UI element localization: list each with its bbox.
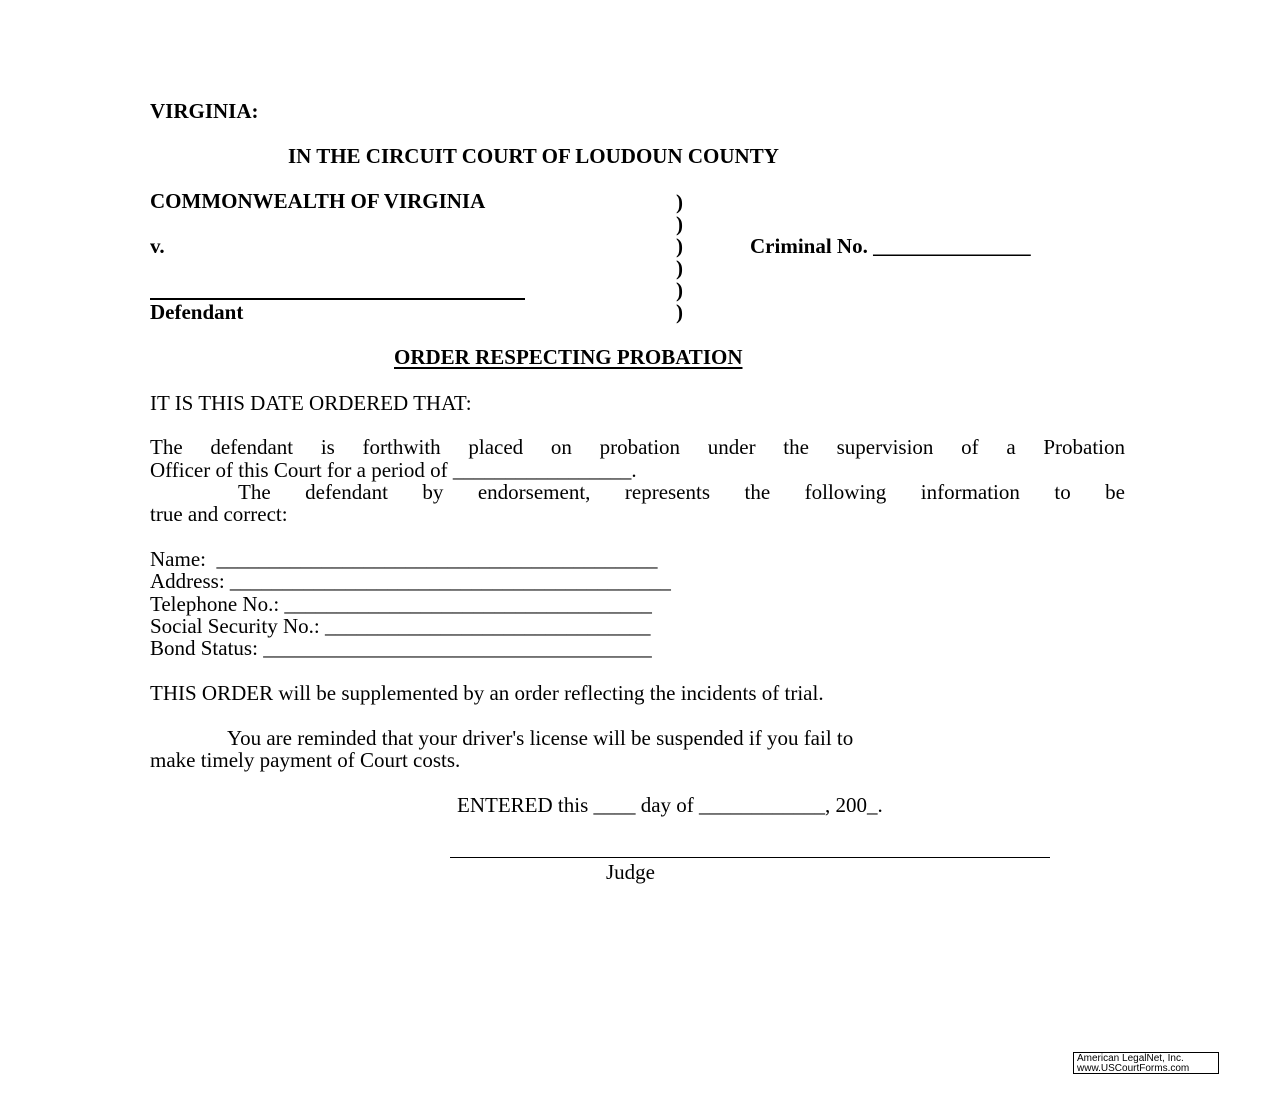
ordered-line: IT IS THIS DATE ORDERED THAT: — [150, 391, 472, 415]
publisher-footer — [1073, 1052, 1219, 1074]
plaintiff-name: COMMONWEALTH OF VIRGINIA — [150, 189, 486, 213]
publisher-url: www.USCourtForms.com — [1077, 1063, 1190, 1074]
caption-paren: ) — [676, 300, 683, 324]
field-social-security — [150, 614, 650, 638]
probation-paragraph-line-1: The defendant is forthwith placed on probation under the supervision of a Probation — [150, 435, 1125, 459]
field-blank: __________________________________________ — [229, 569, 671, 593]
field-blank: ___________________________________ — [284, 592, 652, 616]
document-title: ORDER RESPECTING PROBATION — [394, 345, 743, 369]
criminal-number-blank: _______________ — [873, 234, 1031, 258]
supplement-paragraph: THIS ORDER will be supplemented by an order reflecting the incidents of trial. — [150, 681, 824, 705]
field-address — [150, 569, 671, 593]
reminder-line-2: make timely payment of Court costs. — [150, 748, 461, 772]
caption-paren: ) — [676, 234, 683, 258]
field-bond-status — [150, 636, 652, 660]
field-telephone — [150, 592, 652, 616]
endorsement-paragraph-line-2: true and correct: — [150, 502, 288, 526]
entered-date-line: ENTERED this ____ day of ____________, 200_. — [457, 793, 883, 817]
field-label: Bond Status: — [150, 636, 264, 660]
field-name — [150, 547, 657, 571]
field-blank: _____________________________________ — [263, 636, 652, 660]
field-label: Social Security No.: — [150, 614, 325, 638]
field-blank: __________________________________________ — [216, 547, 658, 571]
judge-signature-line — [450, 857, 1050, 858]
field-label: Address: — [150, 569, 230, 593]
criminal-number-label: Criminal No. — [750, 234, 874, 258]
reminder-line-1: You are reminded that your driver's license will be suspended if you fail to — [227, 726, 854, 750]
state-heading: VIRGINIA: — [150, 99, 259, 123]
court-heading: IN THE CIRCUIT COURT OF LOUDOUN COUNTY — [288, 144, 779, 168]
caption-paren: ) — [676, 278, 683, 302]
criminal-number — [750, 234, 1031, 258]
caption-paren: ) — [676, 190, 683, 214]
defendant-label: Defendant — [150, 300, 244, 324]
judge-label: Judge — [606, 860, 655, 884]
caption-paren: ) — [676, 212, 683, 236]
field-blank: _______________________________ — [324, 614, 651, 638]
field-label: Telephone No.: — [150, 592, 285, 616]
probation-paragraph-line-2: Officer of this Court for a period of _________________. — [150, 458, 637, 482]
versus-label: v. — [150, 234, 165, 258]
caption-paren: ) — [676, 256, 683, 280]
endorsement-paragraph-line-1: The defendant by endorsement, represents the following information to be — [238, 480, 1125, 504]
field-label: Name: — [150, 547, 217, 571]
publisher-name: American LegalNet, Inc. — [1077, 1053, 1184, 1064]
